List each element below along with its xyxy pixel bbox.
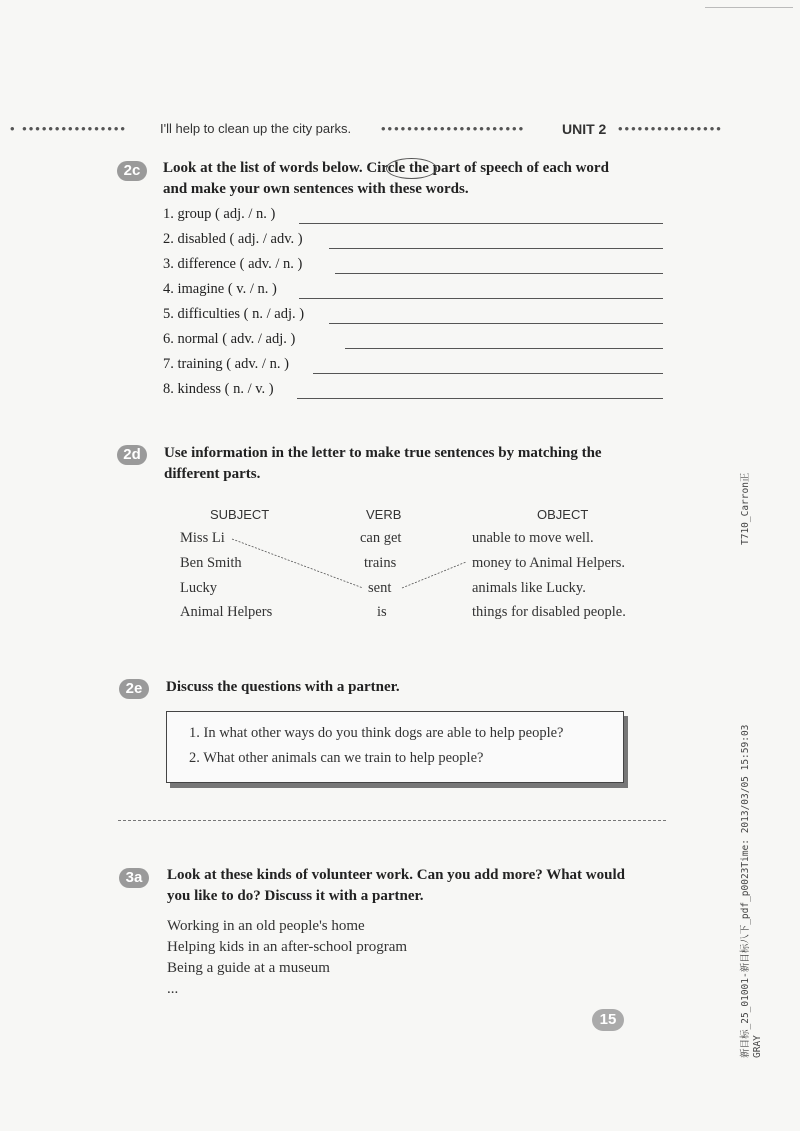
section-2c-instruction-line1: Look at the list of words below. Circle the part of speech of each word (163, 160, 609, 176)
header-dots-mid: •••••••••••••••••••••• (381, 121, 526, 136)
object-cell: animals like Lucky. (472, 580, 586, 596)
subject-header: SUBJECT (210, 507, 270, 522)
header-title: I'll help to clean up the city parks. (160, 121, 352, 136)
word-item-label: 1. group ( adj. / n. ) (163, 206, 276, 222)
object-cell: unable to move well. (472, 530, 594, 546)
work-item: Working in an old people's home (167, 918, 365, 934)
object-header: OBJECT (537, 507, 589, 522)
questions-box (166, 711, 624, 783)
word-item-label: 4. imagine ( v. / n. ) (163, 281, 277, 297)
section-3a-instruction-line2: you like to do? Discuss it with a partner. (167, 888, 424, 904)
question-item: 2. What other animals can we train to help people? (189, 750, 484, 766)
side-label-bottom: 新目标_25_01001-新目标八下_pdf_p0023Time: 2013/03/05 15:59:03 (740, 724, 751, 1058)
word-item-label: 5. difficulties ( n. / adj. ) (163, 306, 305, 322)
word-item-label: 7. training ( adv. / n. ) (163, 356, 289, 372)
word-item-label: 3. difference ( adv. / n. ) (163, 256, 303, 272)
object-cell: things for disabled people. (472, 604, 626, 620)
section-badge-2e: 2e (119, 679, 149, 699)
side-label-top: T710_Carron正 (740, 472, 751, 545)
section-badge-3a: 3a (119, 868, 149, 888)
word-item-label: 8. kindess ( n. / v. ) (163, 381, 274, 397)
subject-cell: Ben Smith (180, 555, 242, 571)
section-2c-instruction-line2: and make your own sentences with these words. (163, 181, 469, 197)
section-badge-2d: 2d (117, 445, 147, 465)
section-badge-2c: 2c (117, 161, 147, 181)
match-line-miss-li (232, 539, 363, 588)
volunteer-work-list (167, 916, 407, 1000)
subject-cell: Miss Li (180, 530, 225, 546)
section-2e-instruction: Discuss the questions with a partner. (166, 679, 400, 695)
word-item-label: 6. normal ( adv. / adj. ) (163, 331, 296, 347)
verb-header: VERB (366, 507, 402, 522)
subject-cell: Animal Helpers (180, 604, 273, 620)
section-2d-instruction-line2: different parts. (164, 466, 261, 482)
side-label-gray: GRAY (752, 1035, 763, 1058)
verb-cell: can get (360, 530, 402, 546)
header-dots-left: • •••••••••••••••• (10, 121, 127, 136)
section-2d-instruction-line1: Use information in the letter to make true sentences by matching the (164, 445, 602, 461)
unit-label: UNIT 2 (562, 121, 607, 137)
header-dots-right: •••••••••••••••• (618, 121, 723, 136)
section-3a-instruction (167, 865, 625, 907)
work-item: Helping kids in an after-school program (167, 939, 408, 955)
verb-cell: trains (364, 555, 397, 571)
verb-cell: is (377, 604, 387, 620)
section-divider (118, 820, 666, 821)
page-number: 15 (592, 1009, 624, 1031)
word-item-label: 2. disabled ( adj. / adv. ) (163, 231, 303, 247)
work-item: Being a guide at a museum (167, 960, 330, 976)
work-item: ... (167, 981, 179, 997)
object-cell: money to Animal Helpers. (472, 555, 626, 571)
section-3a-instruction-line1: Look at these kinds of volunteer work. Can you add more? What would (167, 867, 625, 883)
subject-cell: Lucky (180, 580, 218, 596)
match-line-sent (402, 562, 466, 588)
question-item: 1. In what other ways do you think dogs are able to help people? (189, 725, 564, 741)
verb-cell: sent (368, 580, 392, 596)
